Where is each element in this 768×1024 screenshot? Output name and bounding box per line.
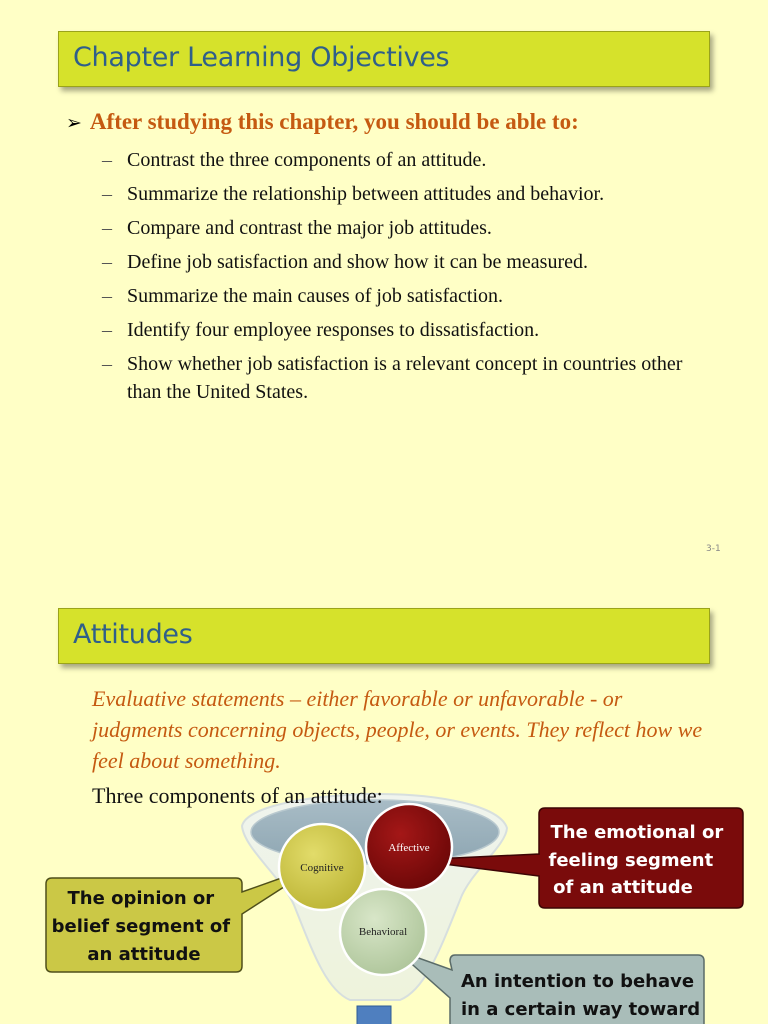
- cognitive-label: Cognitive: [300, 862, 344, 874]
- affective-callout-line: of an attitude: [553, 877, 693, 898]
- arrow-bullet-icon: ➢: [66, 113, 82, 134]
- affective-callout-line: The emotional or: [550, 822, 724, 843]
- down-arrow-icon: [357, 1006, 391, 1024]
- slide-title: Attitudes: [73, 619, 193, 650]
- cognitive-callout-line: belief segment of: [51, 916, 231, 937]
- behavioral-callout-line: An intention to behave: [461, 971, 695, 992]
- dash-bullet-icon: –: [102, 353, 112, 375]
- list-item: – Contrast the three components of an attitude.: [102, 146, 707, 174]
- attitude-definition: Evaluative statements – either favorable or unfavorable - or judgments concerning objects, people, or events. They reflect how we feel about something.: [92, 686, 703, 773]
- dash-bullet-icon: –: [102, 319, 112, 341]
- affective-callout-line: feeling segment: [548, 850, 714, 871]
- list-item: – Define job satisfaction and show how it can be measured.: [102, 248, 707, 276]
- dash-bullet-icon: –: [102, 251, 112, 273]
- cognitive-callout-line: an attitude: [87, 944, 201, 965]
- list-item: – Summarize the relationship between attitudes and behavior.: [102, 180, 707, 208]
- slide-title: Chapter Learning Objectives: [73, 42, 450, 73]
- cognitive-callout-line: The opinion or: [67, 888, 215, 909]
- dash-bullet-icon: –: [102, 149, 112, 171]
- dash-bullet-icon: –: [102, 285, 112, 307]
- dash-bullet-icon: –: [102, 217, 112, 239]
- dash-bullet-icon: –: [102, 183, 112, 205]
- components-label: Three components of an attitude:: [92, 783, 383, 808]
- lead-text: After studying this chapter, you should be able to:: [89, 109, 579, 134]
- behavioral-callout-line: in a certain way toward: [461, 999, 701, 1020]
- list-item: – Show whether job satisfaction is a relevant concept in countries other than the United States.: [102, 350, 707, 406]
- affective-label: Affective: [388, 842, 430, 854]
- list-item: – Identify four employee responses to dissatisfaction.: [102, 316, 707, 344]
- list-item: – Compare and contrast the major job attitudes.: [102, 214, 707, 242]
- list-item: – Summarize the main causes of job satisfaction.: [102, 282, 707, 310]
- page-number: 3-1: [706, 544, 721, 554]
- behavioral-label: Behavioral: [358, 926, 408, 938]
